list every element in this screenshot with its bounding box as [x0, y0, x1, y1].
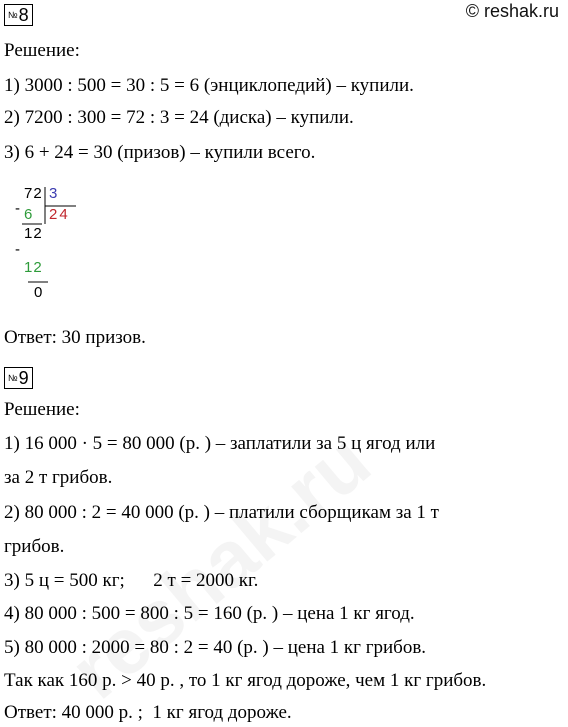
task-9-step-3: 3) 5 ц = 500 кг; 2 т = 2000 кг. [4, 570, 259, 591]
division-quotient: 24 [49, 206, 70, 223]
division-final-remainder: 0 [34, 284, 43, 301]
number-sign: № [8, 373, 18, 383]
task-9-step-2: 2) 80 000 : 2 = 40 000 (р. ) – платили сборщикам за 1 т [4, 502, 439, 523]
task-8-solution-label: Решение: [4, 40, 80, 61]
task-number: 9 [18, 368, 29, 388]
task-number: 8 [18, 5, 29, 25]
task-9-badge [4, 367, 33, 389]
task-9-step-5: 5) 80 000 : 2000 = 80 : 2 = 40 (р. ) – цена 1 кг грибов. [4, 637, 427, 658]
number-sign: № [8, 10, 18, 20]
division-remainder-1: 12 [24, 225, 43, 242]
division-lines [14, 186, 94, 306]
site-watermark: © reshak.ru [465, 1, 559, 21]
task-8-step-2: 2) 7200 : 300 = 72 : 3 = 24 (диска) – купили. [4, 107, 354, 128]
division-minus-2: - [15, 241, 20, 258]
task-9-comparison: Так как 160 р. > 40 р. , то 1 кг ягод дороже, чем 1 кг грибов. [4, 670, 487, 691]
task-8-answer: Ответ: 30 призов. [4, 327, 146, 348]
task-9-step-1-cont: за 2 т грибов. [4, 467, 113, 488]
task-8-badge [4, 4, 33, 26]
division-dividend: 72 [24, 185, 43, 202]
task-9-solution-label: Решение: [4, 399, 80, 420]
division-subtrahend-1: 6 [24, 206, 33, 223]
division-divisor: 3 [49, 185, 58, 202]
long-division [14, 186, 94, 306]
task-9-answer: Ответ: 40 000 р. ; 1 кг ягод дороже. [4, 702, 292, 723]
task-9-step-2-cont: грибов. [4, 536, 65, 557]
division-minus-1: - [15, 200, 20, 217]
division-subtrahend-2: 12 [24, 259, 43, 276]
task-8-step-1: 1) 3000 : 500 = 30 : 5 = 6 (энциклопедий) – купили. [4, 75, 414, 96]
task-8-step-3: 3) 6 + 24 = 30 (призов) – купили всего. [4, 142, 316, 163]
task-9-step-4: 4) 80 000 : 500 = 800 : 5 = 160 (р. ) – цена 1 кг ягод. [4, 603, 415, 624]
task-9-step-1: 1) 16 000 · 5 = 80 000 (р. ) – заплатили за 5 ц ягод или [4, 433, 436, 454]
